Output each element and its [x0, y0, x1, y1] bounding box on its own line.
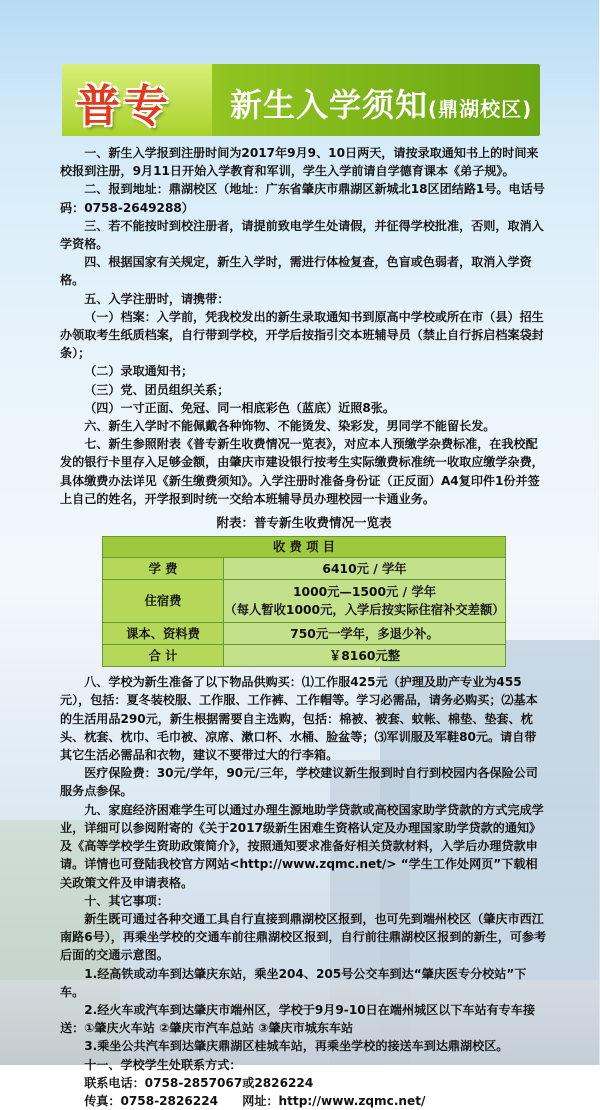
paragraph: 九、家庭经济困难学生可以通过办理生源地助学贷款或高校国家助学贷款的方式完成学业，详细可以参阅附寄的《关于2017级新生困难生资格认定及办理国家助学贷款的通知》及《高等学校学生资助政策简介》，按照通知要求准备好相关贷款材料，入学后办理贷款申请。详情也可登陆我校官方网站<http://www.zqmc.net/> “学生工作处网页”下载相关政策文件及申请表格。 — [60, 802, 544, 890]
table-row — [103, 623, 506, 645]
paragraph: 1.经高铁或动车到达肇庆东站，乘坐204、205号公交车到达“肇庆医专分校站”下车。 — [60, 966, 527, 999]
paragraph: 新生既可通过各种交通工具自行直接到鼎湖校区报到，也可先到端州校区（肇庆市西江南路6号），再乘坐学校的交通车前往鼎湖校区报到，自行前往鼎湖校区报到的新生，可参考后面的交通示意图。 — [60, 911, 547, 963]
paragraph: 八、学校为新生准备了以下物品供购买：⑴工作服425元（护理及助产专业为455元），包括：夏冬装校服、工作服、工作裤、工作帽等。学习必需品，请务必购买；⑵基本的生活用品290元，新生根据需要自主选购，包括：棉被、被套、蚊帐、棉垫、垫套、枕头、枕套、枕巾、毛巾被、凉席、漱口杯、水桶、脸盆等；⑶军训服及军鞋80元。请自带其它生活必需品和衣物，建议不要带过大的行李箱。 — [60, 675, 538, 763]
paragraph: 2.经火车或汽车到达肇庆市端州区，学校于9月9-10日在端州城区以下车站有专车接送：①肇庆火车站 ②肇庆市汽车总站 ③肇庆市城东车站 — [60, 1002, 535, 1036]
fee-table — [102, 536, 506, 667]
table-row — [103, 580, 506, 623]
fee-table-header: 收 费 项 目 — [103, 537, 506, 558]
paragraph: 七、新生参照附表《普专新生收费情况一览表》，对应本人预缴学杂费标准，在我校配发的银行卡里存入足够金额，由肇庆市建设银行按考生实际缴费标准统一收取应缴学杂费，具体缴费办法详见《新生缴费须知》。入学注册时准备身份证（正反面）A4复印件1份并签上自己的姓名，开学报到时统一交给本班辅导员办理校园一卡通业务。 — [60, 437, 544, 506]
paragraph: （一）档案：入学前，凭我校发出的新生录取通知书到原高中学校或所在市（县）招生办领取考生纸质档案，自行带到学校，开学后按指引交本班辅导员（禁止自行拆启档案袋封条）； — [60, 309, 544, 361]
fee-value-note: （每人暂收1000元，入学后按实际住宿补交差额） — [224, 603, 505, 618]
table-row — [103, 558, 506, 580]
fee-value: 750元一学年，多退少补。 — [224, 623, 506, 645]
paragraph: 3.乘坐公共汽车到达肇庆鼎湖区桂城车站，再乘坐学校的接送车到达鼎湖校区。 — [84, 1039, 509, 1054]
paragraph: 一、新生入学报到注册时间为2017年9月9、10日两天，请按录取通知书上的时间来校报到注册，9月11日开始入学教育和军训，学生入学前请自学德育课本《弟子规》。 — [60, 146, 539, 179]
paragraph: 医疗保险费：30元/学年，90元/三年，学校建议新生报到时自行到校园内各保险公司服务点参保。 — [60, 766, 538, 799]
table-row — [103, 645, 506, 667]
paragraph: 二、报到地址：鼎湖校区（地址：广东省肇庆市鼎湖区新城北18区团结路1号。电话号码：0758-2649288） — [60, 182, 545, 215]
title-main: 新生入学须知 — [230, 86, 429, 124]
fee-item: 课本、资料费 — [103, 623, 224, 645]
paragraph: （三）党、团员组织关系； — [84, 382, 230, 397]
contact-fax-website: 传真：0758-2826224 网址：http://www.zqmc.net/ — [84, 1093, 426, 1108]
fee-item: 合 计 — [103, 645, 224, 667]
school-logo: 普专 — [76, 81, 172, 132]
paragraph: 四、根据国家有关规定，新生入学时，需进行体检复查，色盲或色弱者，取消入学资格。 — [60, 255, 532, 288]
paragraph: （四）一寸正面、免冠、同一相底彩色（蓝底）近照8张。 — [84, 400, 395, 415]
fee-value-line: 1000元—1500元 / 学年 — [293, 585, 436, 600]
paragraph: （二）录取通知书； — [84, 364, 194, 379]
fee-item: 住宿费 — [103, 580, 224, 623]
fee-value — [224, 580, 506, 623]
paragraph: 十、其它事项： — [84, 893, 169, 908]
page-title — [230, 80, 532, 126]
fee-value: 6410元 / 学年 — [224, 558, 506, 580]
contact-phone: 联系电话：0758-2857067或2826224 — [84, 1075, 314, 1090]
paragraph: 六、新生入学时不能佩戴各种饰物、不能烫发、染彩发，男同学不能留长发。 — [84, 419, 496, 434]
notice-body — [60, 144, 548, 1110]
paragraph: 五、入学注册时，请携带： — [84, 291, 230, 306]
fee-total: ￥8160元整 — [224, 645, 506, 667]
title-campus: (鼎湖校区) — [428, 97, 533, 121]
paragraph: 三、若不能按时到校注册者，请提前致电学生处请假，并征得学校批准，否则，取消入学资格。 — [60, 218, 544, 252]
fee-item: 学 费 — [103, 558, 224, 580]
paragraph: 十一、学校学生处联系方式： — [84, 1057, 242, 1072]
fee-table-caption: 附表：普专新生收费情况一览表 — [216, 515, 392, 531]
title-banner — [62, 64, 540, 136]
